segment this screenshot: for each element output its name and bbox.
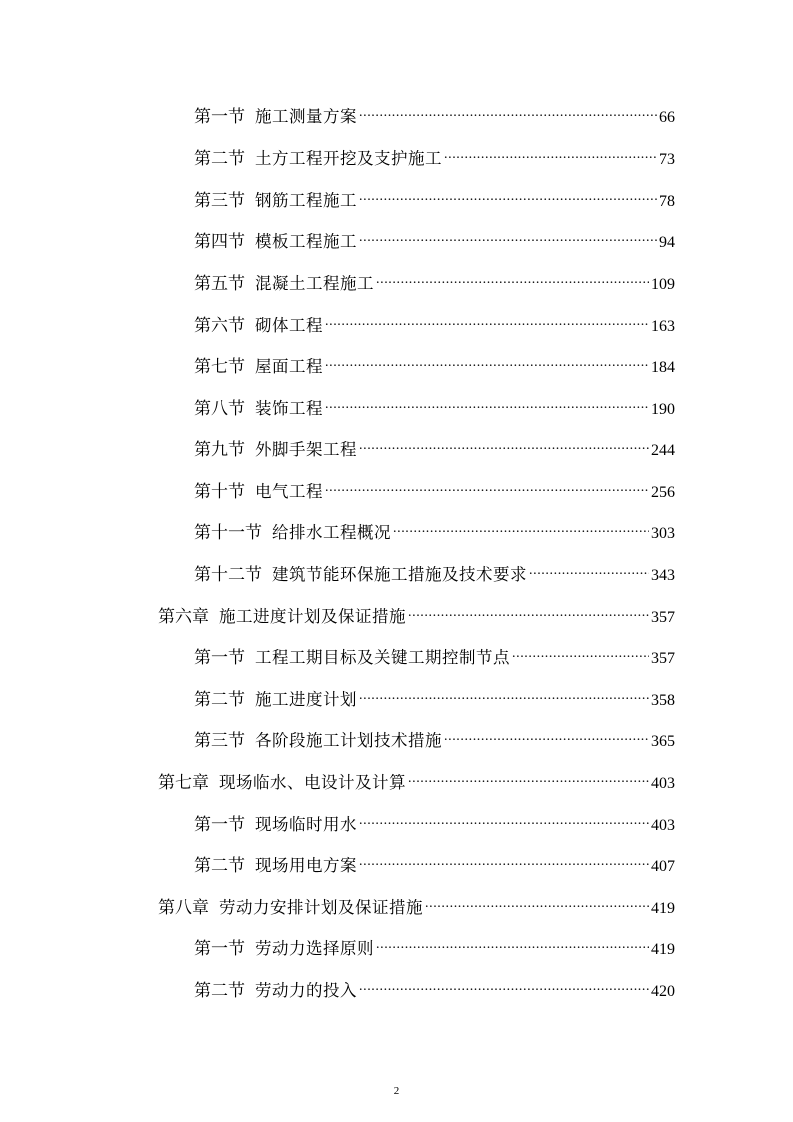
dot-leader [359, 96, 657, 122]
dot-leader [529, 554, 649, 580]
dot-leader [444, 720, 649, 746]
entry-page-number: 419 [651, 941, 675, 958]
dot-leader [425, 887, 649, 913]
toc-entry[interactable] [194, 263, 675, 294]
dot-leader [359, 221, 657, 247]
dot-leader [376, 928, 649, 954]
entry-label: 第五节 [194, 274, 245, 294]
toc-entry[interactable] [194, 679, 675, 710]
entry-page-number: 357 [651, 609, 675, 626]
dot-leader [512, 637, 649, 663]
entry-label: 第三节 [194, 191, 245, 211]
toc-entry[interactable] [194, 928, 675, 959]
dot-leader [393, 512, 649, 538]
entry-label: 第一节 [194, 939, 245, 959]
entry-page-number: 94 [659, 234, 675, 251]
entry-page-number: 365 [651, 733, 675, 750]
dot-leader [359, 429, 649, 455]
chapter-label: 第七章 [158, 773, 209, 793]
entry-title: 土方工程开挖及支护施工 [255, 149, 442, 168]
entry-page-number: 256 [651, 484, 675, 501]
toc-entry[interactable] [194, 429, 675, 460]
entry-page-number: 407 [651, 858, 675, 875]
chapter-label: 第六章 [158, 607, 209, 627]
dot-leader [325, 346, 649, 372]
toc-entry[interactable] [194, 845, 675, 876]
entry-label: 第十一节 [194, 523, 262, 543]
entry-label: 第二节 [194, 856, 245, 876]
entry-page-number: 109 [651, 276, 675, 293]
entry-page-number: 358 [651, 692, 675, 709]
entry-page-number: 343 [651, 567, 675, 584]
entry-title: 劳动力选择原则 [255, 939, 374, 958]
entry-label: 第二节 [194, 981, 245, 1001]
toc-entry[interactable] [194, 221, 675, 252]
entry-page-number: 420 [651, 983, 675, 1000]
entry-label: 第一节 [194, 648, 245, 668]
entry-page-number: 190 [651, 401, 675, 418]
entry-page-number: 419 [651, 900, 675, 917]
chapter-title: 施工进度计划及保证措施 [219, 607, 406, 626]
chapter-title: 现场临水、电设计及计算 [219, 773, 406, 792]
entry-title: 电气工程 [255, 482, 323, 501]
toc-entry[interactable] [194, 471, 675, 502]
entry-page-number: 403 [651, 817, 675, 834]
entry-label: 第四节 [194, 232, 245, 252]
toc-entry[interactable] [194, 138, 675, 169]
entry-label: 第一节 [194, 107, 245, 127]
entry-title: 现场临时用水 [255, 815, 357, 834]
entry-label: 第一节 [194, 815, 245, 835]
entry-title: 砌体工程 [255, 316, 323, 335]
dot-leader [359, 845, 649, 871]
toc-entry[interactable] [194, 388, 675, 419]
dot-leader [325, 471, 649, 497]
entry-title: 建筑节能环保施工措施及技术要求 [272, 565, 527, 584]
entry-page-number: 66 [659, 109, 675, 126]
entry-title: 屋面工程 [255, 357, 323, 376]
entry-label: 第九节 [194, 440, 245, 460]
toc-entry[interactable] [194, 346, 675, 377]
entry-page-number: 303 [651, 525, 675, 542]
entry-title: 各阶段施工计划技术措施 [255, 731, 442, 750]
chapter-title: 劳动力安排计划及保证措施 [219, 898, 423, 917]
entry-page-number: 73 [659, 151, 675, 168]
chapter-label: 第八章 [158, 898, 209, 918]
entry-title: 装饰工程 [255, 399, 323, 418]
entry-label: 第三节 [194, 731, 245, 751]
entry-title: 现场用电方案 [255, 856, 357, 875]
entry-title: 给排水工程概况 [272, 523, 391, 542]
entry-label: 第二节 [194, 690, 245, 710]
toc-entry[interactable] [194, 96, 675, 127]
entry-title: 劳动力的投入 [255, 981, 357, 1000]
toc-entry[interactable] [194, 637, 675, 668]
dot-leader [359, 180, 657, 206]
dot-leader [444, 138, 657, 164]
entry-label: 第六节 [194, 316, 245, 336]
entry-title: 工程工期目标及关键工期控制节点 [255, 648, 510, 667]
dot-leader [359, 970, 649, 996]
entry-title: 施工测量方案 [255, 107, 357, 126]
toc-chapter-entry[interactable] [158, 596, 675, 627]
entry-label: 第十二节 [194, 565, 262, 585]
dot-leader [325, 388, 649, 414]
toc-entry[interactable] [194, 720, 675, 751]
toc-chapter-entry[interactable] [158, 762, 675, 793]
entry-title: 混凝土工程施工 [255, 274, 374, 293]
dot-leader [408, 596, 649, 622]
entry-page-number: 403 [651, 775, 675, 792]
dot-leader [408, 762, 649, 788]
dot-leader [359, 804, 649, 830]
entry-label: 第二节 [194, 149, 245, 169]
toc-chapter-entry[interactable] [158, 887, 675, 918]
entry-title: 钢筋工程施工 [255, 191, 357, 210]
toc-entry[interactable] [194, 512, 675, 543]
entry-page-number: 78 [659, 193, 675, 210]
entry-title: 外脚手架工程 [255, 440, 357, 459]
entry-page-number: 357 [651, 650, 675, 667]
entry-page-number: 244 [651, 442, 675, 459]
dot-leader [325, 305, 649, 331]
entry-page-number: 184 [651, 359, 675, 376]
toc-entry[interactable] [194, 970, 675, 1001]
dot-leader [359, 679, 649, 705]
toc-entry[interactable] [194, 554, 675, 585]
dot-leader [376, 263, 649, 289]
page-number: 2 [393, 1085, 400, 1097]
toc-entry[interactable] [194, 305, 675, 336]
entry-label: 第八节 [194, 399, 245, 419]
entry-title: 模板工程施工 [255, 232, 357, 251]
entry-page-number: 163 [651, 318, 675, 335]
toc-entry[interactable] [194, 804, 675, 835]
entry-label: 第十节 [194, 482, 245, 502]
entry-title: 施工进度计划 [255, 690, 357, 709]
entry-label: 第七节 [194, 357, 245, 377]
toc-entry[interactable] [194, 180, 675, 211]
